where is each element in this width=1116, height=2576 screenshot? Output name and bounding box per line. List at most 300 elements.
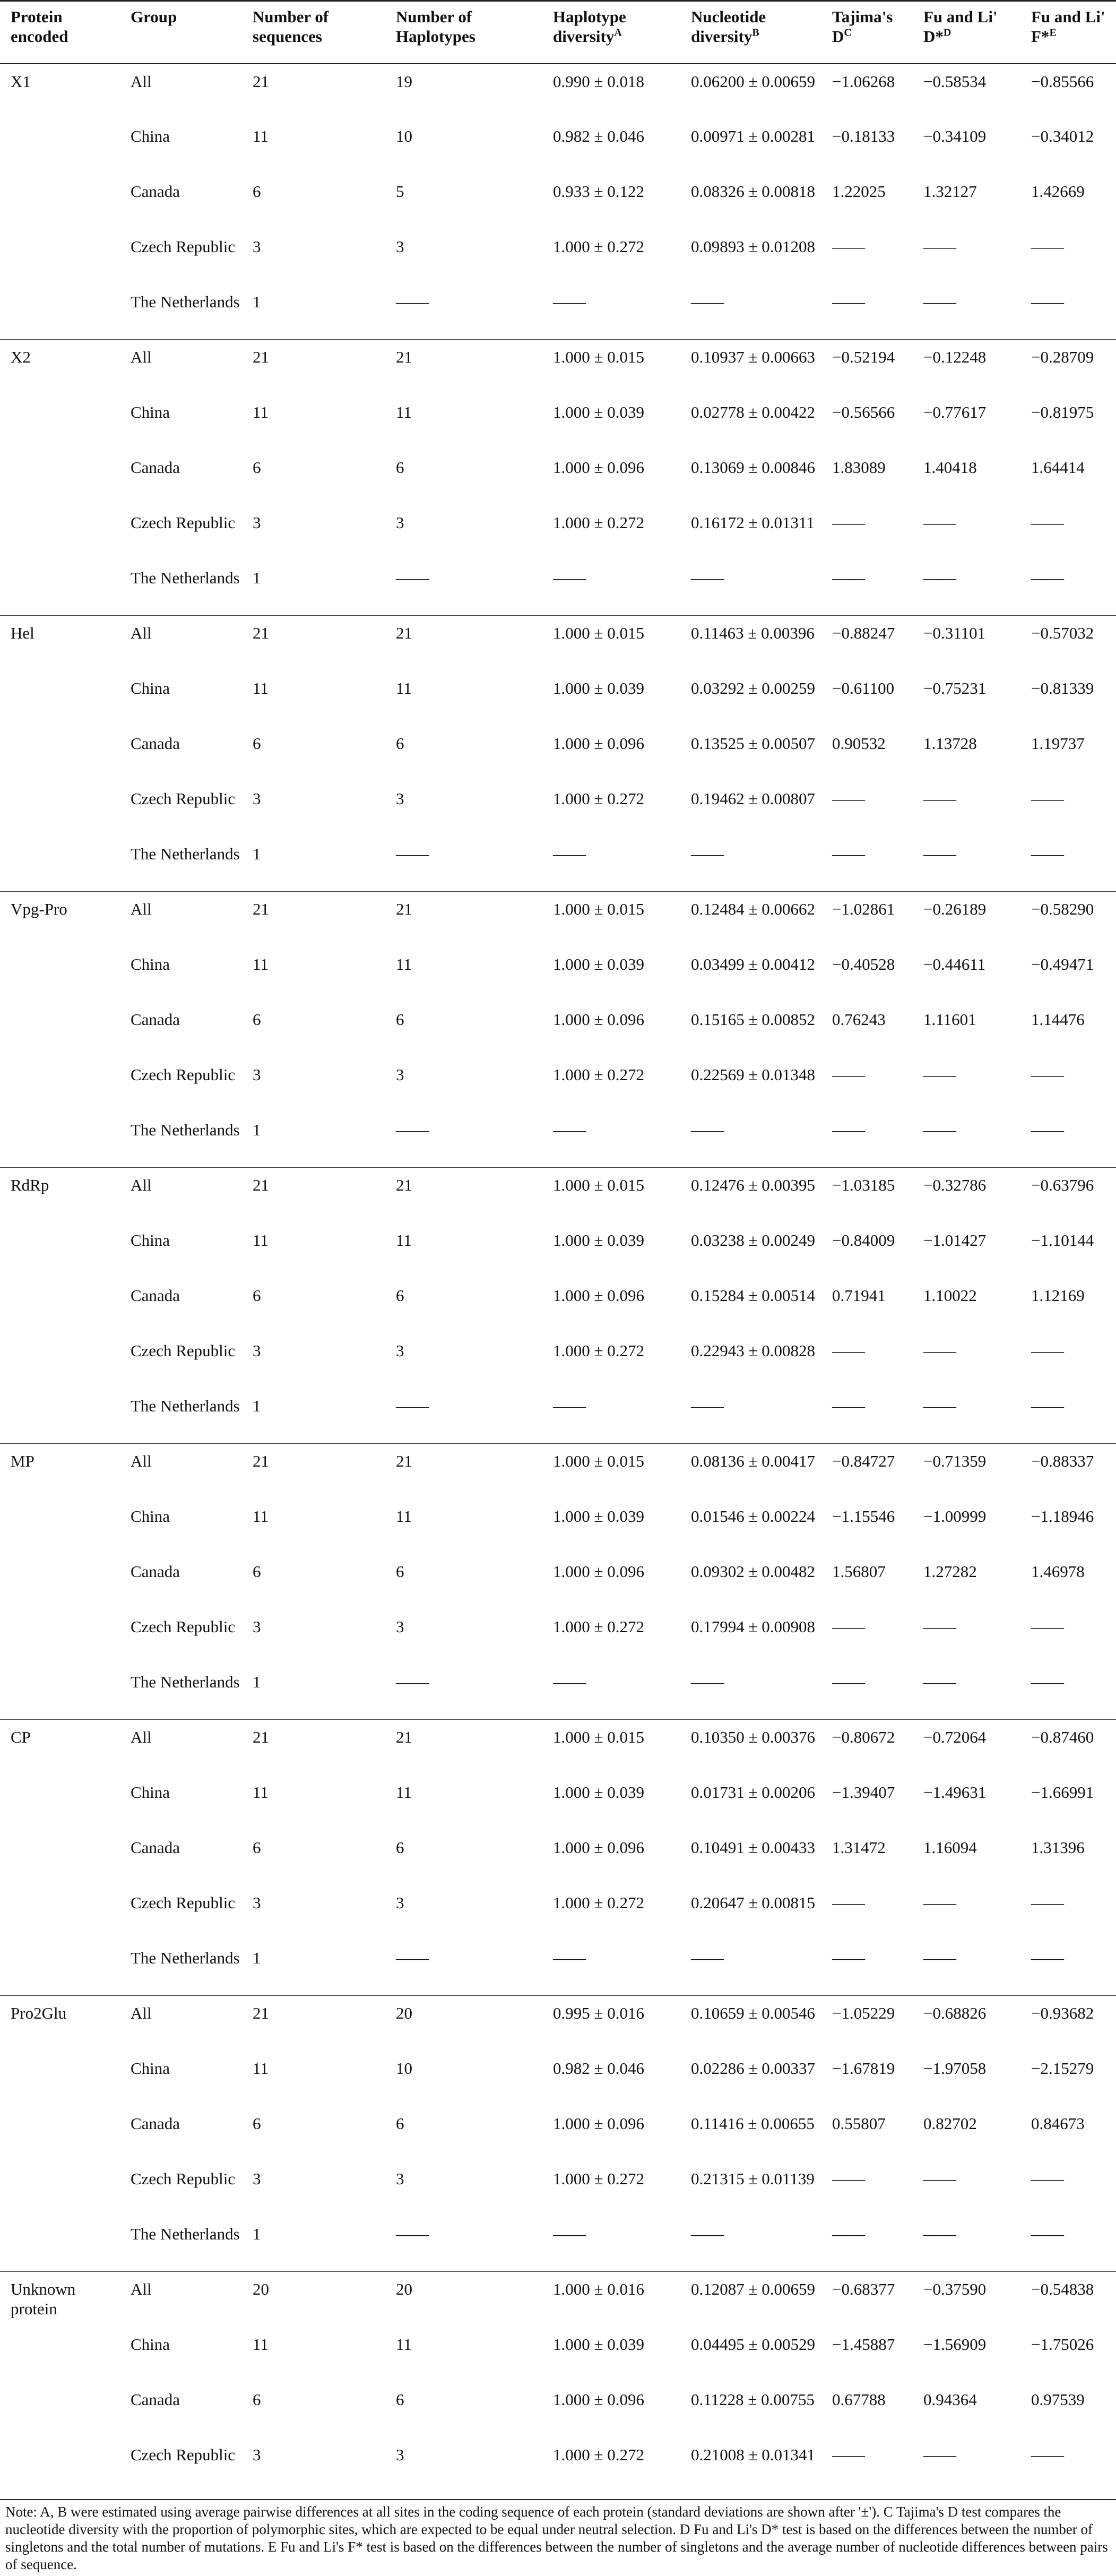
cell-nucleotide-diversity: 0.03499 ± 0.00412	[691, 954, 816, 973]
table-row	[0, 64, 1116, 119]
cell-num-sequences: 3	[253, 1341, 261, 1360]
cell-protein: X2	[0, 340, 120, 395]
cell-nucleotide-diversity: 0.11463 ± 0.00396	[680, 616, 821, 671]
cell-num-haplotypes: 11	[396, 402, 412, 421]
cell-group: Czech Republic	[131, 1617, 236, 1636]
cell-fu-li-d: 1.16094	[923, 1838, 977, 1857]
cell-nucleotide-diversity: ——	[691, 1672, 724, 1691]
table-row	[0, 616, 1116, 671]
cell-num-haplotypes: ——	[396, 1948, 429, 1967]
cell-haplotype-diversity: 1.000 ± 0.096	[553, 2114, 645, 2133]
cell-fu-li-f: −1.75026	[1031, 2334, 1094, 2354]
cell-haplotype-diversity: 1.000 ± 0.096	[553, 1010, 645, 1029]
cell-nucleotide-diversity: 0.10491 ± 0.00433	[691, 1838, 816, 1857]
cell-haplotype-diversity: 1.000 ± 0.272	[553, 513, 645, 532]
cell-num-haplotypes: 11	[396, 1782, 412, 1802]
cell-nucleotide-diversity: 0.21008 ± 0.01341	[691, 2445, 816, 2464]
cell-num-sequences: 6	[253, 2390, 261, 2409]
cell-protein	[0, 1554, 120, 1609]
cell-num-haplotypes: 21	[385, 1444, 542, 1499]
cell-num-sequences: 21	[242, 892, 385, 947]
cell-num-haplotypes: 3	[396, 513, 404, 532]
cell-nucleotide-diversity: 0.21315 ± 0.01139	[691, 2169, 815, 2188]
cell-fu-li-d: ——	[923, 2169, 956, 2188]
cell-group: Canada	[131, 458, 180, 477]
cell-fu-li-d: −0.58534	[923, 72, 987, 91]
cell-haplotype-diversity: 1.000 ± 0.015	[542, 616, 680, 671]
cell-nucleotide-diversity: 0.09893 ± 0.01208	[691, 237, 816, 256]
cell-num-sequences: 3	[253, 2169, 261, 2188]
cell-protein: Pro2Glu	[0, 1996, 120, 2051]
cell-fu-li-f: ——	[1031, 568, 1064, 587]
cell-tajima-d: −0.84727	[821, 1444, 913, 1499]
cell-num-sequences: 21	[242, 616, 385, 671]
cell-haplotype-diversity: 1.000 ± 0.272	[553, 2169, 645, 2188]
cell-fu-li-f: −0.63796	[1020, 1168, 1116, 1223]
table-row	[0, 1278, 1116, 1333]
cell-fu-li-f: −0.81975	[1031, 402, 1094, 421]
cell-tajima-d: ——	[832, 1672, 865, 1691]
cell-fu-li-d: −0.71359	[913, 1444, 1020, 1499]
table-row	[0, 1665, 1116, 1720]
cell-fu-li-f: ——	[1031, 237, 1064, 256]
cell-protein	[0, 1002, 120, 1057]
cell-protein	[0, 450, 120, 505]
cell-fu-li-f: −0.85566	[1031, 72, 1094, 91]
cell-fu-li-d: ——	[923, 1893, 956, 1912]
cell-group: All	[120, 1720, 242, 1775]
cell-protein	[0, 2051, 120, 2106]
cell-fu-li-f: ——	[1031, 789, 1064, 808]
cell-haplotype-diversity: 1.000 ± 0.272	[553, 1065, 645, 1084]
cell-num-haplotypes: 11	[396, 1506, 412, 1526]
header-group: Group	[120, 1, 242, 64]
cell-num-haplotypes: 6	[396, 2114, 404, 2133]
table-row	[0, 561, 1116, 616]
cell-num-haplotypes: 6	[396, 1838, 404, 1857]
cell-fu-li-f: −1.10144	[1031, 1230, 1094, 1250]
cell-tajima-d: ——	[832, 2445, 865, 2464]
cell-group: The Netherlands	[131, 1948, 240, 1967]
cell-nucleotide-diversity: ——	[691, 1948, 724, 1967]
cell-fu-li-f: −1.66991	[1031, 1782, 1094, 1802]
cell-nucleotide-diversity: 0.12484 ± 0.00662	[680, 892, 821, 947]
cell-protein: CP	[0, 1720, 120, 1775]
header-fu-li-f: Fu and Li' F*$^E$	[1020, 1, 1116, 64]
cell-protein	[0, 1609, 120, 1665]
cell-group: Czech Republic	[131, 1065, 236, 1084]
cell-tajima-d: ——	[832, 237, 865, 256]
cell-tajima-d: ——	[832, 1396, 865, 1415]
cell-nucleotide-diversity: 0.04495 ± 0.00529	[691, 2334, 816, 2354]
cell-num-haplotypes: 6	[396, 458, 404, 477]
cell-nucleotide-diversity: 0.13525 ± 0.00507	[691, 734, 816, 753]
cell-protein: X1	[11, 72, 31, 91]
cell-fu-li-f: −2.15279	[1031, 2058, 1094, 2078]
cell-nucleotide-diversity: 0.03292 ± 0.00259	[691, 678, 816, 697]
cell-num-haplotypes: 3	[396, 2445, 404, 2464]
cell-tajima-d: 1.31472	[832, 1838, 886, 1857]
cell-group: Canada	[131, 734, 180, 753]
cell-nucleotide-diversity: ——	[691, 1120, 724, 1139]
cell-fu-li-f: ——	[1031, 1672, 1064, 1691]
cell-num-sequences: 3	[253, 513, 261, 532]
cell-fu-li-d: ——	[923, 1341, 956, 1360]
cell-haplotype-diversity: 0.982 ± 0.046	[553, 2058, 645, 2078]
table-row	[0, 2161, 1116, 2217]
cell-tajima-d: −1.03185	[821, 1168, 913, 1223]
cell-num-haplotypes: 21	[385, 340, 542, 395]
cell-num-haplotypes: ——	[396, 1396, 429, 1415]
cell-fu-li-d: −0.37590	[913, 2272, 1020, 2327]
cell-num-haplotypes: ——	[396, 1120, 429, 1139]
cell-nucleotide-diversity: 0.11228 ± 0.00755	[691, 2390, 815, 2409]
cell-fu-li-d: −0.34109	[923, 126, 987, 145]
cell-nucleotide-diversity: 0.03238 ± 0.00249	[691, 1230, 816, 1250]
table-row	[0, 2051, 1116, 2106]
cell-fu-li-f: 1.31396	[1031, 1838, 1085, 1857]
cell-fu-li-f: ——	[1031, 513, 1064, 532]
cell-nucleotide-diversity: 0.19462 ± 0.00807	[691, 789, 816, 808]
cell-tajima-d: ——	[832, 789, 865, 808]
cell-protein	[0, 1057, 120, 1113]
cell-protein	[0, 1333, 120, 1389]
cell-nucleotide-diversity: 0.01731 ± 0.00206	[691, 1782, 816, 1802]
cell-num-sequences: 20	[242, 2272, 385, 2327]
cell-tajima-d: ——	[832, 1617, 865, 1636]
cell-protein	[0, 2217, 120, 2272]
cell-fu-li-f: ——	[1031, 1120, 1064, 1139]
cell-haplotype-diversity: ——	[553, 568, 586, 587]
table-row	[0, 2106, 1116, 2161]
cell-fu-li-f: −0.34012	[1031, 126, 1094, 145]
cell-group: China	[131, 1782, 170, 1802]
cell-group: Czech Republic	[131, 2169, 236, 2188]
cell-fu-li-f: ——	[1031, 2445, 1064, 2464]
cell-num-sequences: 21	[253, 72, 269, 91]
cell-fu-li-d: 0.82702	[923, 2114, 977, 2133]
cell-haplotype-diversity: 0.995 ± 0.016	[542, 1996, 680, 2051]
cell-num-sequences: 11	[253, 2334, 269, 2354]
cell-fu-li-d: ——	[923, 1617, 956, 1636]
cell-nucleotide-diversity: 0.11416 ± 0.00655	[691, 2114, 815, 2133]
cell-fu-li-f: 0.84673	[1031, 2114, 1085, 2133]
cell-nucleotide-diversity: 0.22943 ± 0.00828	[691, 1341, 816, 1360]
cell-nucleotide-diversity: 0.02286 ± 0.00337	[691, 2058, 816, 2078]
cell-fu-li-d: −0.44611	[923, 954, 986, 973]
cell-protein	[0, 837, 120, 892]
cell-fu-li-d: ——	[923, 844, 956, 863]
cell-tajima-d: −0.52194	[821, 340, 913, 395]
cell-num-sequences: 6	[253, 1010, 261, 1029]
cell-num-sequences: 3	[253, 1617, 261, 1636]
table-footnote: Note: A, B were estimated using average pairwise differences at all sites in the coding sequence of each protein (standard deviations are shown after '±'). C Tajima's D test compares the nucleotide diversity with the proportion of polymorphic sites, which are expected to be equal under neutral selection. D Fu and Li's D* test is based on the differences between the number of singletons and the total number of mutations. E Fu and Li's F* test is based on the differences between the number of singletons and the average number of nucleotide differences between pairs of sequence.	[0, 2499, 1116, 2573]
cell-nucleotide-diversity: 0.12476 ± 0.00395	[680, 1168, 821, 1223]
cell-nucleotide-diversity: 0.15165 ± 0.00852	[691, 1010, 816, 1029]
cell-fu-li-d: 1.40418	[923, 458, 977, 477]
table-row	[0, 1996, 1116, 2051]
cell-tajima-d: 0.55807	[832, 2114, 886, 2133]
cell-haplotype-diversity: 0.933 ± 0.122	[553, 182, 645, 201]
table-row	[0, 947, 1116, 1002]
cell-fu-li-d: 1.13728	[923, 734, 977, 753]
cell-haplotype-diversity: 1.000 ± 0.096	[553, 2390, 645, 2409]
cell-num-haplotypes: 6	[396, 2390, 404, 2409]
cell-num-sequences: 21	[242, 1996, 385, 2051]
cell-tajima-d: −0.18133	[832, 126, 895, 145]
cell-fu-li-d: −0.26189	[913, 892, 1020, 947]
cell-haplotype-diversity: ——	[553, 844, 586, 863]
cell-fu-li-d: −0.32786	[913, 1168, 1020, 1223]
cell-group: The Netherlands	[131, 1120, 240, 1139]
cell-nucleotide-diversity: 0.16172 ± 0.01311	[691, 513, 815, 532]
cell-group: Czech Republic	[131, 1893, 236, 1912]
cell-tajima-d: −1.15546	[832, 1506, 895, 1526]
table-row	[0, 1223, 1116, 1278]
cell-tajima-d: 0.76243	[832, 1010, 886, 1029]
cell-group: China	[131, 678, 170, 697]
table-row	[0, 1333, 1116, 1389]
cell-haplotype-diversity: ——	[553, 1120, 586, 1139]
cell-num-sequences: 1	[253, 2224, 261, 2243]
cell-tajima-d: ——	[832, 2224, 865, 2243]
table-row	[0, 726, 1116, 781]
cell-protein	[0, 1389, 120, 1444]
cell-group: All	[120, 1168, 242, 1223]
cell-group: All	[120, 616, 242, 671]
cell-group: Canada	[131, 1010, 180, 1029]
header-protein: Protein encoded	[0, 1, 120, 64]
cell-num-sequences: 11	[253, 1230, 269, 1250]
cell-num-haplotypes: 6	[396, 734, 404, 753]
cell-nucleotide-diversity: 0.02778 ± 0.00422	[691, 402, 816, 421]
cell-fu-li-f: ——	[1031, 1948, 1064, 1967]
cell-tajima-d: −0.68377	[821, 2272, 913, 2327]
cell-num-sequences: 3	[253, 1893, 261, 1912]
cell-fu-li-f: ——	[1031, 2224, 1064, 2243]
cell-fu-li-f: −0.54838	[1020, 2272, 1116, 2327]
cell-num-sequences: 21	[242, 340, 385, 395]
cell-fu-li-f: −0.49471	[1031, 954, 1094, 973]
cell-haplotype-diversity: ——	[553, 292, 586, 311]
cell-num-sequences: 6	[253, 182, 261, 201]
cell-tajima-d: −0.88247	[821, 616, 913, 671]
cell-haplotype-diversity: 0.982 ± 0.046	[553, 126, 645, 145]
cell-haplotype-diversity: 1.000 ± 0.272	[553, 1341, 645, 1360]
cell-group: The Netherlands	[131, 844, 240, 863]
cell-haplotype-diversity: 1.000 ± 0.039	[553, 678, 645, 697]
cell-fu-li-f: ——	[1031, 1396, 1064, 1415]
cell-haplotype-diversity: 1.000 ± 0.016	[542, 2272, 680, 2327]
cell-protein	[0, 781, 120, 837]
cell-group: All	[131, 72, 152, 91]
cell-tajima-d: −0.80672	[821, 1720, 913, 1775]
cell-tajima-d: 0.67788	[832, 2390, 886, 2409]
cell-num-haplotypes: ——	[396, 568, 429, 587]
table-row	[0, 2327, 1116, 2382]
cell-num-sequences: 6	[253, 1286, 261, 1305]
cell-tajima-d: ——	[832, 513, 865, 532]
cell-num-haplotypes: 10	[396, 2058, 412, 2078]
cell-nucleotide-diversity: 0.12087 ± 0.00659	[680, 2272, 821, 2327]
cell-num-haplotypes: 3	[396, 2169, 404, 2188]
cell-group: The Netherlands	[131, 568, 240, 587]
cell-fu-li-d: ——	[923, 1120, 956, 1139]
table-row	[0, 1002, 1116, 1057]
cell-haplotype-diversity: 1.000 ± 0.039	[553, 954, 645, 973]
cell-num-sequences: 3	[253, 1065, 261, 1084]
cell-tajima-d: −0.40528	[832, 954, 895, 973]
cell-group: The Netherlands	[131, 2224, 240, 2243]
table-row	[0, 671, 1116, 726]
cell-protein	[0, 2327, 120, 2382]
table-row	[0, 1609, 1116, 1665]
cell-fu-li-d: −1.01427	[923, 1230, 987, 1250]
cell-fu-li-d: −0.75231	[923, 678, 987, 697]
cell-fu-li-f: 1.14476	[1031, 1010, 1085, 1029]
cell-group: All	[120, 2272, 242, 2327]
cell-haplotype-diversity: ——	[553, 1396, 586, 1415]
cell-protein: RdRp	[0, 1168, 120, 1223]
cell-tajima-d: ——	[832, 1893, 865, 1912]
cell-protein	[0, 2106, 120, 2161]
cell-group: All	[120, 340, 242, 395]
table-row	[0, 1554, 1116, 1609]
cell-nucleotide-diversity: 0.09302 ± 0.00482	[691, 1562, 816, 1581]
table-row	[0, 2382, 1116, 2437]
cell-fu-li-f: −1.18946	[1031, 1506, 1094, 1526]
cell-fu-li-d: ——	[923, 513, 956, 532]
cell-nucleotide-diversity: 0.13069 ± 0.00846	[691, 458, 816, 477]
table-row	[0, 1168, 1116, 1223]
cell-group: All	[120, 1996, 242, 2051]
cell-num-haplotypes: 3	[396, 789, 404, 808]
cell-num-sequences: 11	[253, 954, 269, 973]
cell-group: Canada	[131, 1562, 180, 1581]
cell-haplotype-diversity: 1.000 ± 0.272	[553, 1893, 645, 1912]
cell-fu-li-f: −0.93682	[1020, 1996, 1116, 2051]
cell-group: All	[120, 892, 242, 947]
cell-num-haplotypes: 21	[385, 616, 542, 671]
cell-fu-li-f: ——	[1031, 292, 1064, 311]
cell-haplotype-diversity: 1.000 ± 0.272	[553, 1617, 645, 1636]
cell-nucleotide-diversity: 0.08136 ± 0.00417	[680, 1444, 821, 1499]
cell-num-sequences: 6	[253, 1838, 261, 1857]
cell-group: Czech Republic	[131, 237, 236, 256]
table-row	[0, 1720, 1116, 1775]
cell-tajima-d: ——	[832, 844, 865, 863]
table-row	[0, 2272, 1116, 2327]
cell-fu-li-d: 1.27282	[923, 1562, 977, 1581]
cell-protein	[0, 1499, 120, 1554]
cell-fu-li-d: ——	[923, 568, 956, 587]
cell-num-haplotypes: 11	[396, 954, 412, 973]
table-row	[0, 1113, 1116, 1168]
cell-group: Canada	[131, 1286, 180, 1305]
cell-haplotype-diversity: 1.000 ± 0.096	[553, 1838, 645, 1857]
cell-fu-li-d: ——	[923, 2445, 956, 2464]
cell-haplotype-diversity: 1.000 ± 0.272	[553, 237, 645, 256]
cell-haplotype-diversity: ——	[553, 1672, 586, 1691]
cell-fu-li-f: 1.19737	[1031, 734, 1085, 753]
cell-protein	[0, 2437, 120, 2493]
table-body	[0, 64, 1116, 2493]
header-nucleotide-diversity: Nucleotide diversity$^B$	[680, 1, 821, 64]
cell-fu-li-f: 0.97539	[1031, 2390, 1085, 2409]
cell-num-sequences: 11	[253, 1782, 269, 1802]
table-row	[0, 119, 1116, 174]
cell-fu-li-f: 1.64414	[1031, 458, 1085, 477]
cell-num-haplotypes: 3	[396, 1617, 404, 1636]
cell-fu-li-f: −0.58290	[1020, 892, 1116, 947]
table-row	[0, 1499, 1116, 1554]
cell-tajima-d: 1.83089	[832, 458, 886, 477]
cell-group: Canada	[131, 1838, 180, 1857]
cell-num-haplotypes: 3	[396, 237, 404, 256]
cell-num-sequences: 1	[253, 568, 261, 587]
cell-fu-li-d: −1.56909	[923, 2334, 987, 2354]
cell-nucleotide-diversity: 0.00971 ± 0.00281	[691, 126, 816, 145]
cell-num-sequences: 1	[253, 1120, 261, 1139]
cell-num-sequences: 11	[253, 1506, 269, 1526]
cell-tajima-d: 0.90532	[832, 734, 886, 753]
cell-fu-li-d: ——	[923, 1948, 956, 1967]
cell-group: The Netherlands	[131, 1396, 240, 1415]
cell-fu-li-f: 1.12169	[1031, 1286, 1085, 1305]
cell-haplotype-diversity: 1.000 ± 0.039	[553, 1782, 645, 1802]
header-num-haplotypes: Number of Haplotypes	[385, 1, 542, 64]
cell-protein: Unknown protein	[0, 2272, 120, 2327]
cell-num-haplotypes: 11	[396, 2334, 412, 2354]
cell-group: China	[131, 2058, 170, 2078]
table-row	[0, 1775, 1116, 1830]
cell-fu-li-f: −0.87460	[1020, 1720, 1116, 1775]
cell-fu-li-f: −0.81339	[1031, 678, 1094, 697]
cell-num-sequences: 3	[253, 789, 261, 808]
cell-protein	[0, 1278, 120, 1333]
cell-protein	[0, 1830, 120, 1885]
table-row	[0, 2217, 1116, 2272]
cell-tajima-d: 1.56807	[832, 1562, 886, 1581]
cell-num-haplotypes: 6	[396, 1286, 404, 1305]
cell-fu-li-d: 1.32127	[923, 182, 977, 201]
header-fu-li-d: Fu and Li' D*$^D$	[913, 1, 1020, 64]
cell-num-sequences: 6	[253, 458, 261, 477]
table-row	[0, 229, 1116, 285]
table-row	[0, 450, 1116, 505]
header-num-sequences: Number of sequences	[242, 1, 385, 64]
cell-fu-li-f: ——	[1031, 844, 1064, 863]
cell-protein	[0, 174, 120, 229]
cell-num-sequences: 11	[253, 678, 269, 697]
table-row	[0, 2437, 1116, 2493]
cell-protein	[0, 1665, 120, 1720]
cell-group: China	[131, 954, 170, 973]
cell-num-sequences: 21	[242, 1720, 385, 1775]
cell-num-haplotypes: 6	[396, 1562, 404, 1581]
table-row	[0, 892, 1116, 947]
cell-fu-li-d: −0.77617	[923, 402, 987, 421]
cell-num-haplotypes: 3	[396, 1893, 404, 1912]
cell-tajima-d: ——	[832, 292, 865, 311]
table-row	[0, 1444, 1116, 1499]
cell-num-sequences: 1	[253, 844, 261, 863]
table-row	[0, 1389, 1116, 1444]
cell-haplotype-diversity: 1.000 ± 0.015	[542, 340, 680, 395]
cell-protein	[0, 505, 120, 561]
cell-tajima-d: −1.39407	[832, 1782, 895, 1802]
cell-haplotype-diversity: 1.000 ± 0.096	[553, 1562, 645, 1581]
